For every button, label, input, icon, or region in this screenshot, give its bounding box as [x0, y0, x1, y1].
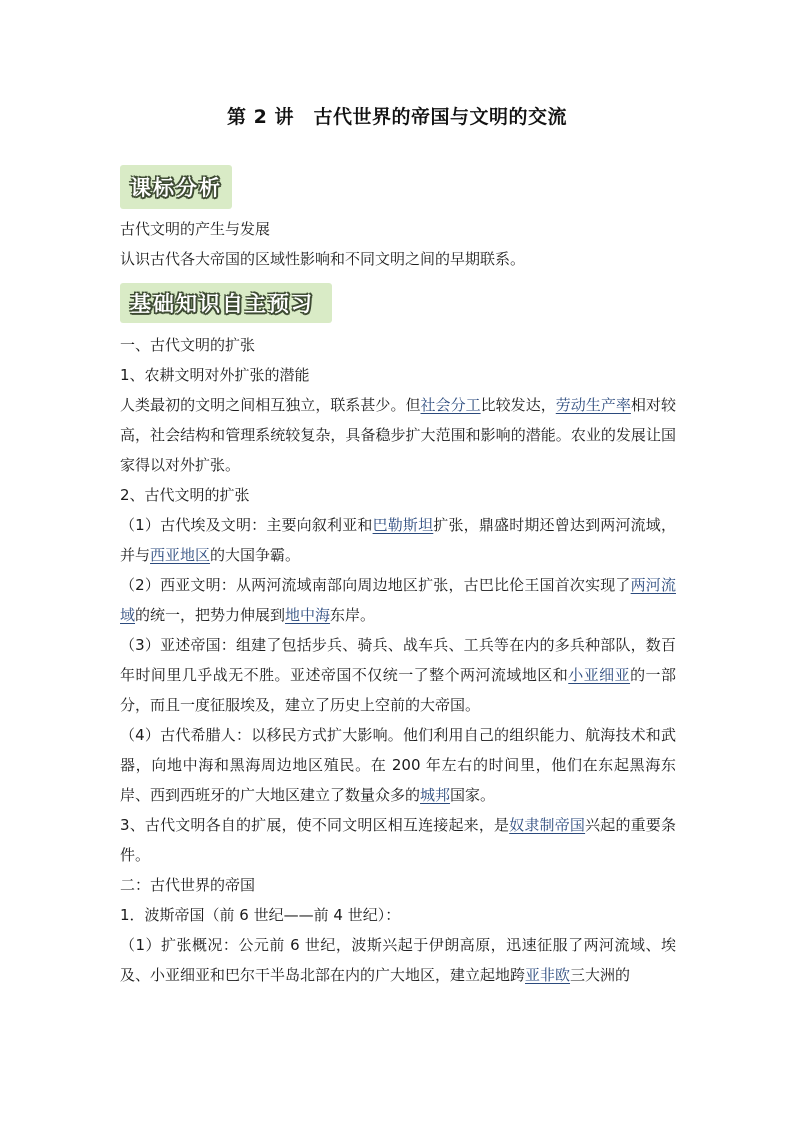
section-banner-preview — [120, 283, 332, 323]
text-run: 的统一，把势力伸展到 — [135, 606, 286, 624]
paragraph — [120, 930, 676, 990]
text-run: 国家。 — [450, 786, 496, 804]
link-term[interactable]: 亚非欧 — [525, 966, 571, 984]
text-run: 的一部分，而且一度征服埃及，建立了历史上空前的大帝国。 — [120, 666, 676, 714]
text-run: 3、古代文明各自的扩展，使不同文明区相互连接起来，是 — [120, 816, 510, 834]
subsection-heading: 1、农耕文明对外扩张的潜能 — [120, 366, 310, 384]
text-run: （4）古代希腊人：以移民方式扩大影响。他们利用自己的组织能力、航海技术和武器，向地中海和黑海周边地区殖民。在 200 年左右的时间里，他们在东起黑海东岸、西到西班牙的广大地区建立了数量众多的 — [120, 726, 676, 804]
paragraph — [120, 810, 676, 870]
link-term[interactable]: 劳动生产率 — [555, 396, 631, 414]
link-term[interactable]: 西亚地区 — [150, 546, 211, 564]
link-term[interactable]: 小亚细亚 — [568, 666, 631, 684]
paragraph — [120, 390, 676, 480]
paragraph — [120, 720, 676, 810]
main-content — [120, 330, 676, 990]
section-heading: 二：古代世界的帝国 — [120, 876, 256, 894]
page-title: 第 2 讲 古代世界的帝国与文明的交流 — [227, 106, 567, 128]
subsection-heading: 1．波斯帝国（前 6 世纪——前 4 世纪）： — [120, 906, 401, 924]
section-heading: 一、古代文明的扩张 — [120, 336, 256, 354]
subsection-heading: 2、古代文明的扩张 — [120, 486, 250, 504]
text-run: 东岸。 — [330, 606, 376, 624]
paragraph — [120, 630, 676, 720]
text-run: 的大国争霸。 — [210, 546, 301, 564]
link-term[interactable]: 两河流域 — [120, 576, 676, 624]
text-run: （1）古代埃及文明：主要向叙利亚和 — [120, 516, 373, 534]
banner-label: 基础知识自主预习 — [130, 292, 314, 316]
link-term[interactable]: 巴勒斯坦 — [372, 516, 434, 534]
text-run: 扩张，鼎盛时期还曾达到两河流域，并与 — [120, 516, 676, 564]
text-run: 兴起的重要条件。 — [120, 816, 676, 864]
text-run: 比较发达， — [480, 396, 556, 414]
section-banner-curriculum — [120, 165, 232, 209]
intro-line: 古代文明的产生与发展 — [120, 220, 271, 238]
banner-label: 课标分析 — [130, 176, 222, 200]
link-term[interactable]: 奴隶制帝国 — [509, 816, 586, 834]
text-run: 相对较高，社会结构和管理系统较复杂，具备稳步扩大范围和影响的潜能。农业的发展让国家得以对外扩张。 — [120, 396, 676, 474]
link-term[interactable]: 城邦 — [420, 786, 451, 804]
link-term[interactable]: 社会分工 — [420, 396, 481, 414]
paragraph — [120, 570, 676, 630]
text-run: （2）西亚文明：从两河流域南部向周边地区扩张，古巴比伦王国首次实现了 — [120, 576, 631, 594]
link-term[interactable]: 地中海 — [285, 606, 331, 624]
paragraph — [120, 510, 676, 570]
intro-line: 认识古代各大帝国的区域性影响和不同文明之间的早期联系。 — [120, 250, 526, 268]
text-run: （3）亚述帝国：组建了包括步兵、骑兵、战车兵、工兵等在内的多兵种部队，数百年时间里几乎战无不胜。亚述帝国不仅统一了整个两河流域地区和 — [120, 636, 676, 684]
intro-block — [120, 214, 676, 274]
text-run: （1）扩张概况：公元前 6 世纪，波斯兴起于伊朗高原，迅速征服了两河流域、埃及、小亚细亚和巴尔干半岛北部在内的广大地区，建立起地跨 — [120, 936, 676, 984]
text-run: 人类最初的文明之间相互独立，联系甚少。但 — [120, 396, 421, 414]
text-run: 三大洲的 — [570, 966, 631, 984]
